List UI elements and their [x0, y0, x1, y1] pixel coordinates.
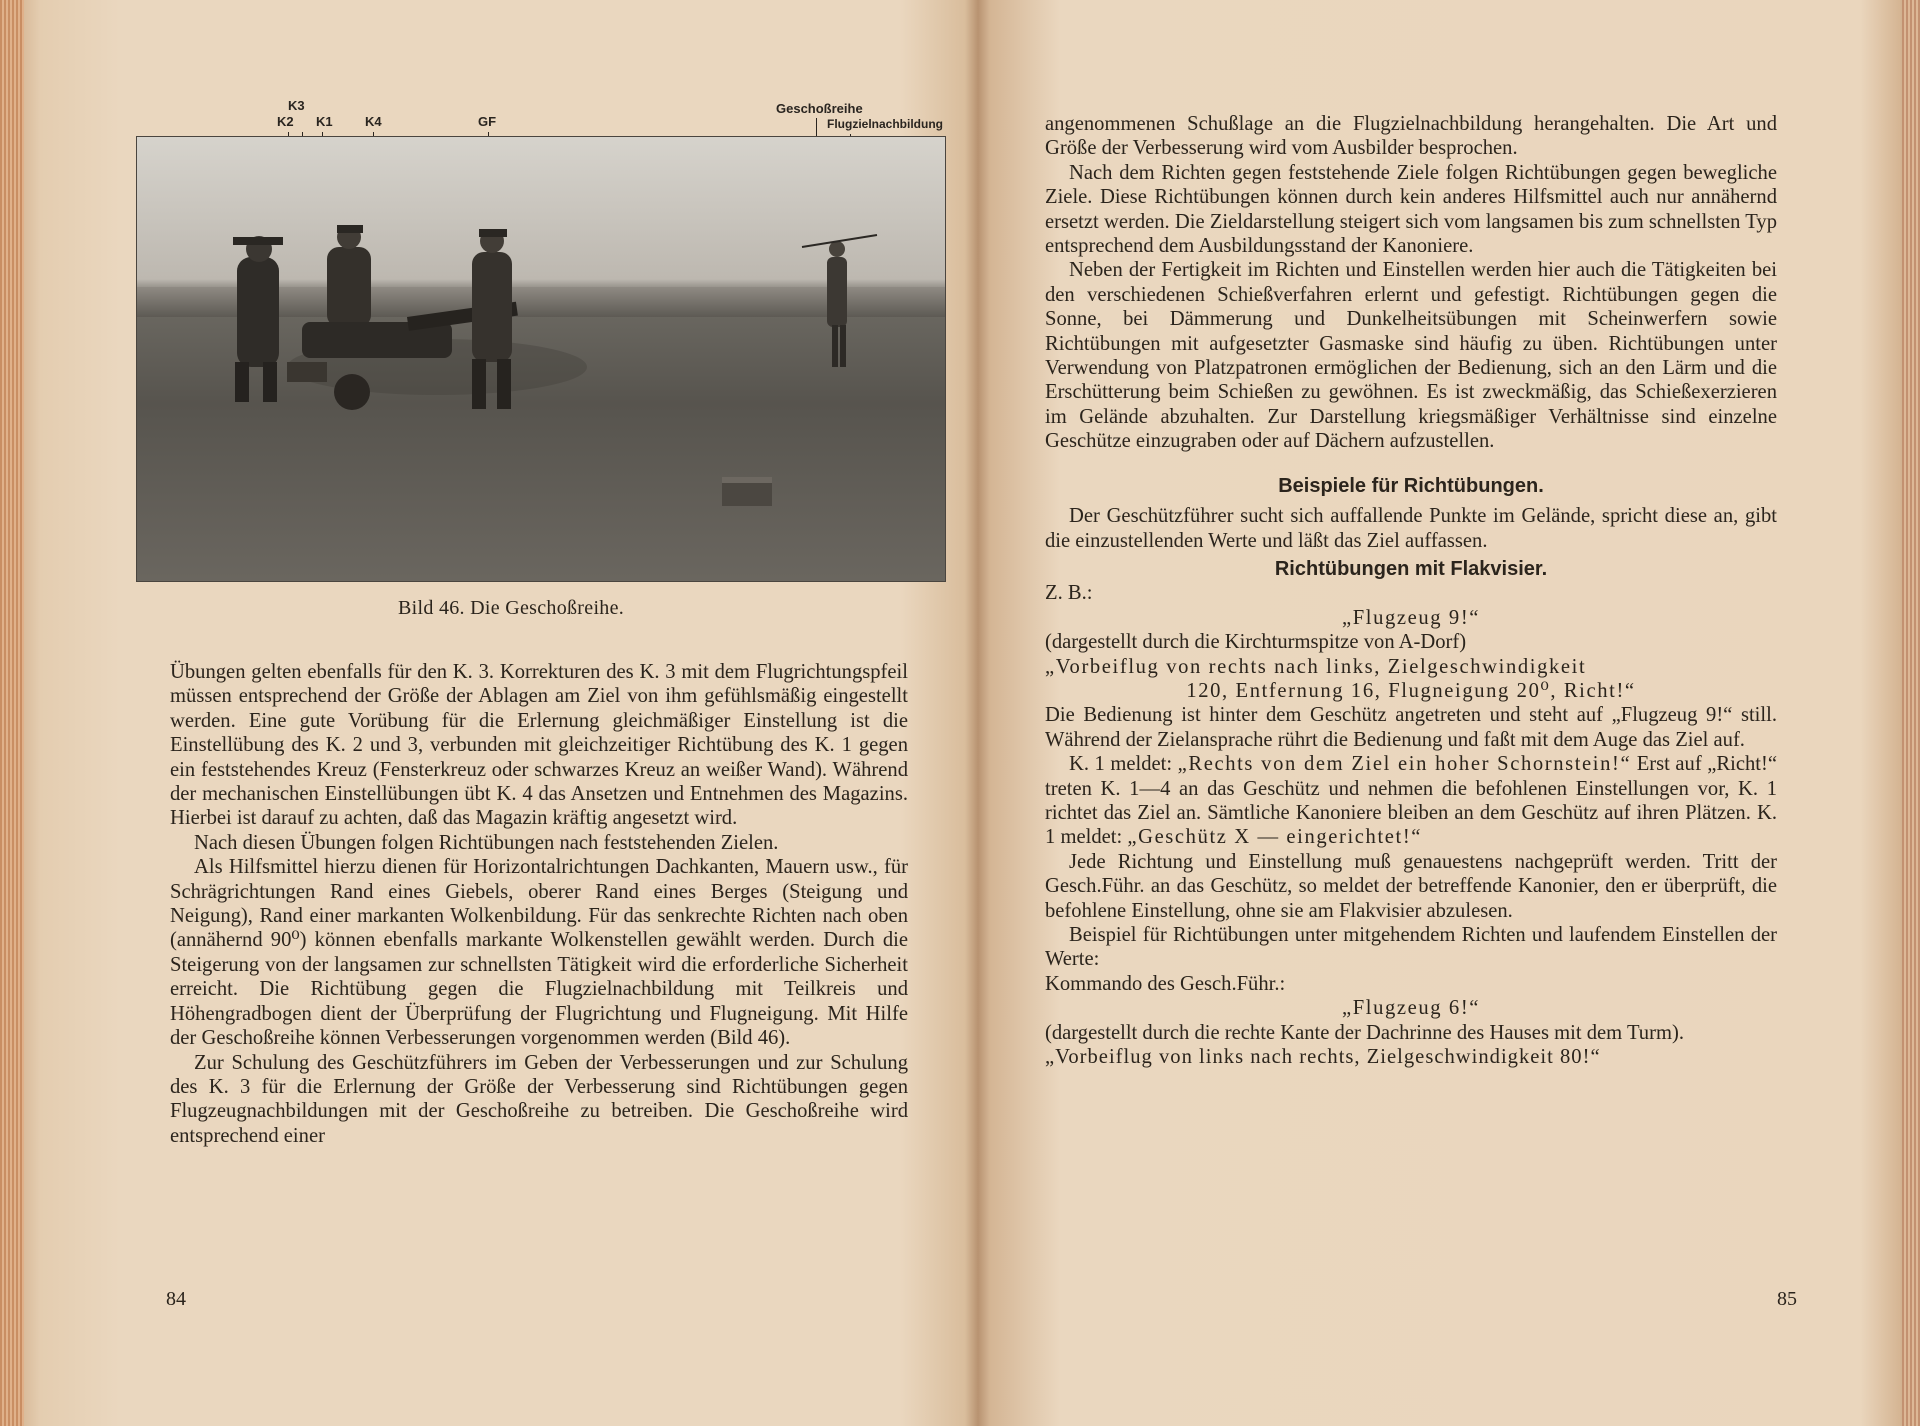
figure-caption: Bild 46. Die Geschoßreihe. — [398, 597, 625, 619]
paragraph: Jede Richtung und Einstellung muß genauestens nachgeprüft werden. Tritt der Gesch.Führ. an das Geschütz, so meldet der betreffende Kanonier, den er überprüft, die befohlene Einstellung, ohne sie am Flakvisier abzulesen. — [1045, 850, 1777, 922]
quoted-report: „Geschütz X — eingerichtet!“ — [1127, 826, 1423, 849]
command: 120, Entfernung 16, Flugneigung 20⁰, Richt!“ — [1186, 679, 1636, 702]
photo-illustration — [137, 137, 945, 581]
paragraph — [1045, 752, 1777, 850]
example-label: Z. B.: — [1045, 582, 1093, 605]
section-heading: Beispiele für Richtübungen. — [1278, 474, 1544, 497]
figure-label-geschossreihe: Geschoßreihe — [776, 101, 863, 116]
figure-label-k4: K4 — [365, 114, 382, 129]
text-run: Erst auf „Richt!“ treten K. 1—4 an das Geschütz und nehmen die befohlenen Einstellungen vor, K. 1 richtet das Ziel an. Sämtliche Kanoniere bleiben an dem Geschütz auf ihren Plätzen. K. 1 meldet: — [1045, 753, 1777, 849]
paragraph: angenommenen Schußlage an die Flugzielnachbildung herangehalten. Die Art und Größe der Verbesserung wird vom Ausbilder besprochen. — [1045, 113, 1777, 160]
paragraph: Der Geschützführer sucht sich auffallende Punkte im Gelände, spricht diese an, gibt die einzustellenden Werte und läßt das Ziel auffassen. — [1045, 505, 1777, 552]
paragraph: Nach dem Richten gegen feststehende Ziele folgen Richtübungen gegen bewegliche Ziele. Diese Richtübungen können durch kein anderes Hilfsmittel auch nur annähernd ersetzt werden. Die Zieldarstellung steigert sich vom langsamen bis zum schnellsten Typ entsprechend dem Ausbildungsstand der Kanoniere. — [1045, 161, 1777, 258]
command: „Flugzeug 9!“ — [1341, 606, 1481, 629]
figure-label-flugzielnachbildung: Flugzielnachbildung — [827, 117, 943, 131]
command: „Vorbeiflug von links nach rechts, Zielgeschwindigkeit 80!“ — [1045, 1046, 1601, 1069]
paragraph: Als Hilfsmittel hierzu dienen für Horizontalrichtungen Dachkanten, Mauern usw., für Schrägrichtungen Rand eines Giebels, oberer Rand eines Berges (Steigung und Neigung), Rand einer markanten Wolkenbildung. Für das senkrechte Richten nach oben (annähernd 90⁰) können ebenfalls markante Wolkenstellen gewählt werden. Durch die Steigerung von der langsamen zur schnellsten Tätigkeit wird die erforderliche Sicherheit erreicht. Die Richtübung gegen die Flugzielnachbildung mit Teilkreis und Höhengradbogen dient der Überprüfung der Flugrichtung und Flugneigung. Mit Hilfe der Geschoßreihe können Verbesserungen vorgenommen werden (Bild 46). — [170, 856, 908, 1050]
right-page-body — [1045, 112, 1777, 1069]
page-number-right: 85 — [1777, 1288, 1797, 1310]
text-run: K. 1 meldet: — [1069, 753, 1178, 776]
page-number-left: 84 — [166, 1288, 186, 1310]
figure-label-gf: GF — [478, 114, 497, 129]
command: „Flugzeug 6!“ — [1341, 997, 1481, 1020]
note: (dargestellt durch die rechte Kante der Dachrinne des Hauses mit dem Turm). — [1045, 1021, 1684, 1044]
paragraph: Nach diesen Übungen folgen Richtübungen nach feststehenden Zielen. — [194, 831, 779, 854]
figure-label-k1: K1 — [316, 114, 333, 129]
paragraph: Neben der Fertigkeit im Richten und Einstellen werden hier auch die Tätigkeiten bei den verschiedenen Schießverfahren erlernt und gefestigt. Richtübungen gegen die Sonne, bei Dämmerung und Dunkelheitsübungen mit Scheinwerfern sowie Richtübungen mit aufgesetzter Gasmaske sind häufig zu üben. Richtübungen unter Verwendung von Platzpatronen ermöglichen der Bedienung, sich an den Lärm und die Erschütterung beim Schießen zu gewöhnen. Es ist zweckmäßig, das Schießexerzieren im Gelände abzuhalten. Zur Darstellung kriegsmäßiger Verhältnisse sind einzelne Geschütze einzugraben oder auf Dächern aufzustellen. — [1045, 259, 1777, 453]
figure-label-k2: K2 — [277, 114, 294, 129]
quoted-report: „Rechts von dem Ziel ein hoher Schornstein!“ — [1177, 753, 1632, 776]
figure-photo — [136, 136, 946, 582]
left-page-body — [170, 660, 908, 1148]
command: „Vorbeiflug von rechts nach links, Zielgeschwindigkeit — [1045, 655, 1587, 678]
section-heading: Richtübungen mit Flakvisier. — [1274, 557, 1548, 580]
right-page — [985, 0, 1920, 1426]
figure-label-k3: K3 — [288, 98, 305, 113]
note: (dargestellt durch die Kirchturmspitze von A-Dorf) — [1045, 631, 1467, 654]
paragraph: Übungen gelten ebenfalls für den K. 3. Korrekturen des K. 3 mit dem Flugrichtungspfeil müssen entsprechend der Größe der Ablagen am Ziel von ihm gefühlsmäßig eingestellt werden. Eine gute Vorübung für die Erlernung gleichmäßiger Einstellung ist die Einstellübung des K. 2 und 3, verbunden mit gleichzeitiger Richtübung des K. 1 gegen ein feststehendes Kreuz (Fensterkreuz oder schwarzes Kreuz an weißer Wand). Während der mechanischen Einstellübungen übt K. 4 das Ansetzen und Entnehmen des Magazins. Hierbei ist darauf zu achten, daß das Magazin kräftig angesetzt wird. — [170, 661, 908, 830]
paragraph: Die Bedienung ist hinter dem Geschütz angetreten und steht auf „Flugzeug 9!“ still. Während der Zielansprache rührt die Bedienung und faßt mit dem Auge das Ziel auf. — [1045, 704, 1777, 751]
paragraph: Kommando des Gesch.Führ.: — [1045, 972, 1286, 995]
paragraph: Zur Schulung des Geschützführers im Geben der Verbesserungen und zur Schulung des K. 3 für die Erlernung der Größe der Verbesserung sind Richtübungen gegen Flugzeugnachbildungen mit der Geschoßreihe zu betreiben. Die Geschoßreihe wird entsprechend einer — [170, 1051, 908, 1147]
paragraph: Beispiel für Richtübungen unter mitgehendem Richten und laufendem Einstellen der Werte: — [1045, 924, 1777, 971]
